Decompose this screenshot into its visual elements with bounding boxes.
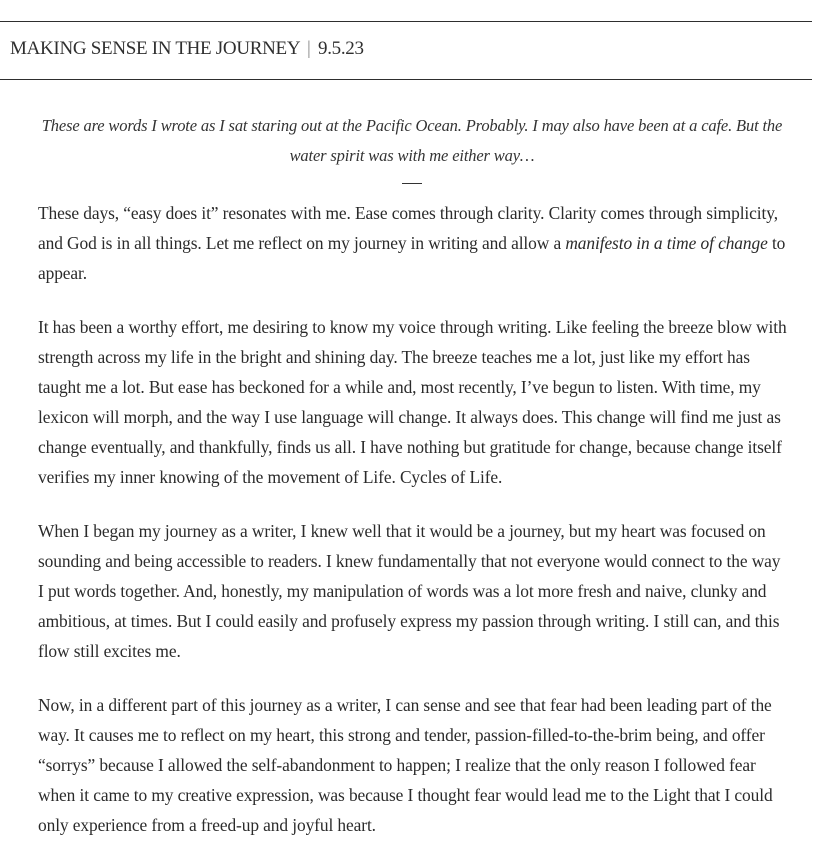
paragraph-1 [38, 198, 790, 288]
paragraph-3: When I began my journey as a writer, I knew well that it would be a journey, but my heart was focused on sounding and being accessible to readers. I knew fundamentally that not everyone would connect to the way I put words together. And, honestly, my manipulation of words was a lot more fresh and naive, clunky and ambitious, at times. But I could easily and profusely express my passion through writing. I still can, and this flow still excites me. [38, 521, 781, 661]
header-bottom-rule [0, 79, 812, 80]
post-title: MAKING SENSE IN THE JOURNEY [10, 38, 300, 59]
paragraph-1-tail: to appear. [38, 233, 786, 283]
section-divider [402, 183, 422, 184]
post-header [10, 38, 364, 60]
paragraph-4: Now, in a different part of this journey as a writer, I can sense and see that fear had been leading part of the way. It causes me to reflect on my heart, this strong and tender, passion-filled-to-the-brim being, and offer “sorrys” because I allowed the self-abandonment to happen; I realize that the only reason I followed fear when it came to my creative expression, was because I thought fear would lead me to the Light that I could only experience from a freed-up and joyful heart. [38, 695, 773, 835]
post-date: 9.5.23 [318, 38, 364, 59]
header-separator: | [307, 38, 311, 59]
paragraph-2: It has been a worthy effort, me desiring to know my voice through writing. Like feeling the breeze blow with strength across my life in the bright and shining day. The breeze teaches me a lot, just like my effort has taught me a lot. But ease has beckoned for a while and, most recently, I’ve begun to listen. With time, my lexicon will morph, and the way I use language will change. It always does. This change will find me just as change eventually, and thankfully, finds us all. I have nothing but gratitude for change, because change itself verifies my inner knowing of the movement of Life. Cycles of Life. [38, 317, 787, 487]
paragraph-1-emphasis: manifesto in a time of change [565, 233, 768, 253]
header-top-rule [0, 21, 812, 22]
intro-note: These are words I wrote as I sat staring out at the Pacific Ocean. Probably. I may also have been at a cafe. But the water spirit was with me either way… [41, 116, 783, 165]
paragraph-1-lead: These days, “easy does it” resonates with me. Ease comes through clarity. Clarity comes through simplicity, and God is in all things. Let me reflect on my journey in writing and allow a [38, 203, 778, 253]
article-body [38, 198, 790, 864]
